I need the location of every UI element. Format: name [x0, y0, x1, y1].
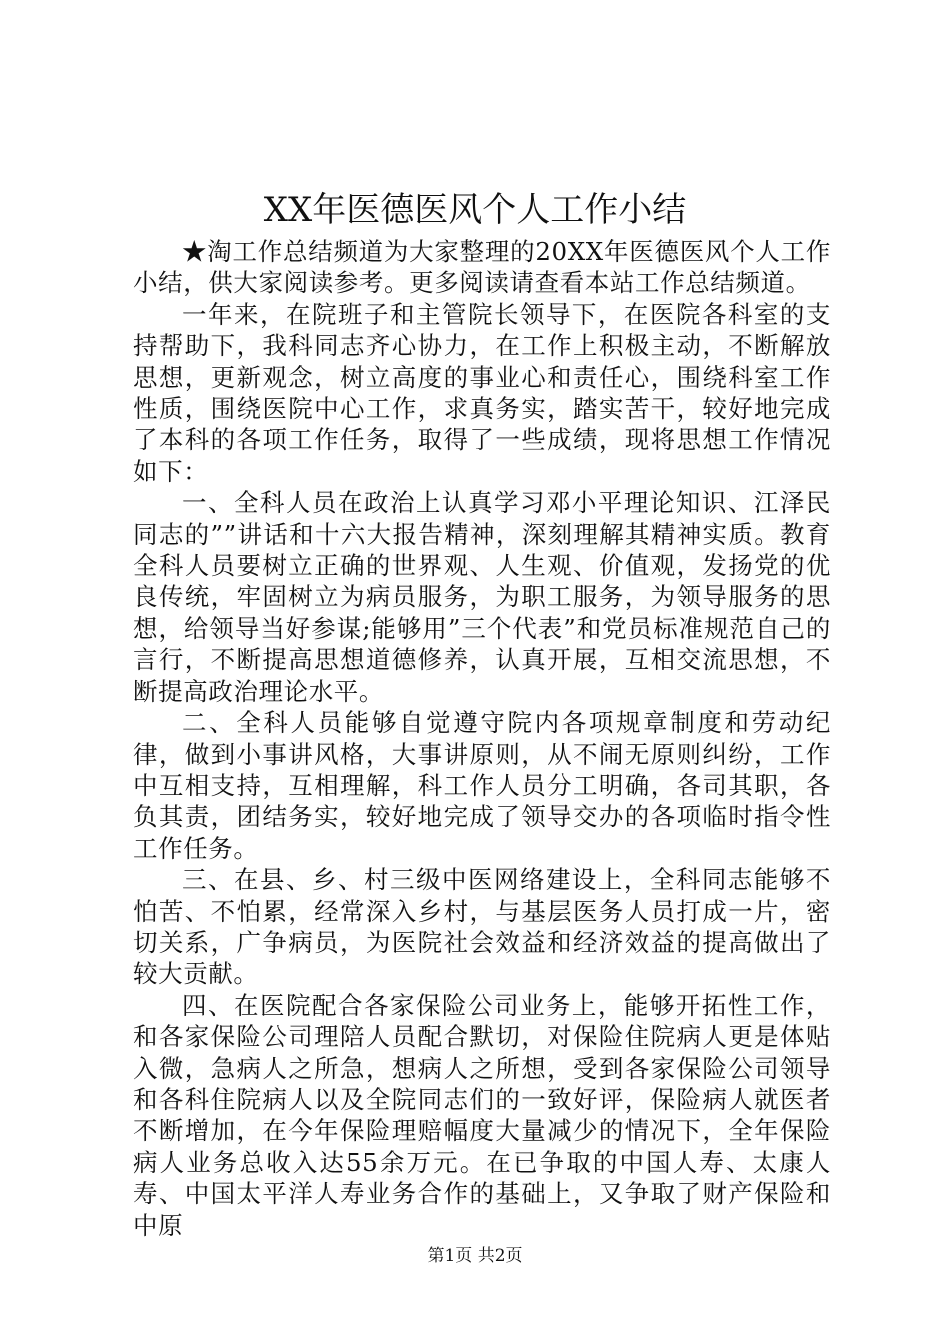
document-body	[133, 236, 831, 1241]
overview-paragraph: 一年来，在院班子和主管院长领导下，在医院各科室的支持帮助下，我科同志齐心协力，在工作上积极主动，不断解放思想，更新观念，树立高度的事业心和责任心，围绕科室工作性质，围绕医院中心工作，求真务实，踏实苦干，较好地完成了本科的各项工作任务，取得了一些成绩，现将思想工作情况如下：	[133, 299, 831, 486]
section-two-paragraph: 二、全科人员能够自觉遵守院内各项规章制度和劳动纪律，做到小事讲风格，大事讲原则，从不闹无原则纠纷，工作中互相支持，互相理解，科工作人员分工明确，各司其职，各负其责，团结务实，较好地完成了领导交办的各项临时指令性工作任务。	[133, 708, 831, 863]
section-one-paragraph: 一、全科人员在政治上认真学习邓小平理论知识、江泽民同志的””讲话和十六大报告精神，深刻理解其精神实质。教育全科人员要树立正确的世界观、人生观、价值观，发扬党的优良传统，牢固树立为病员服务，为职工服务，为领导服务的思想，给领导当好参谋;能够用”三个代表”和党员标准规范自己的言行，不断提高思想道德修养，认真开展，互相交流思想，不断提高政治理论水平。	[133, 488, 831, 706]
section-three-paragraph: 三、在县、乡、村三级中医网络建设上，全科同志能够不怕苦、不怕累，经常深入乡村，与基层医务人员打成一片，密切关系，广争病员，为医院社会效益和经济效益的提高做出了较大贡献。	[133, 865, 831, 989]
page-number-footer: 第1页 共2页	[427, 1246, 523, 1266]
section-four-paragraph: 四、在医院配合各家保险公司业务上，能够开拓性工作，和各家保险公司理陪人员配合默切，对保险住院病人更是体贴入微，急病人之所急，想病人之所想，受到各家保险公司领导和各科住院病人以及全院同志们的一致好评，保险病人就医者不断增加，在今年保险理赔幅度大量减少的情况下，全年保险病人业务总收入达55余万元。在已争取的中国人寿、太康人寿、中国太平洋人寿业务合作的基础上，又争取了财产保险和中原	[133, 990, 831, 1240]
intro-paragraph: ★淘工作总结频道为大家整理的20XX年医德医风个人工作小结，供大家阅读参考。更多阅读请查看本站工作总结频道。	[133, 237, 831, 298]
document-title: XX年医德医风个人工作小结	[263, 190, 687, 230]
